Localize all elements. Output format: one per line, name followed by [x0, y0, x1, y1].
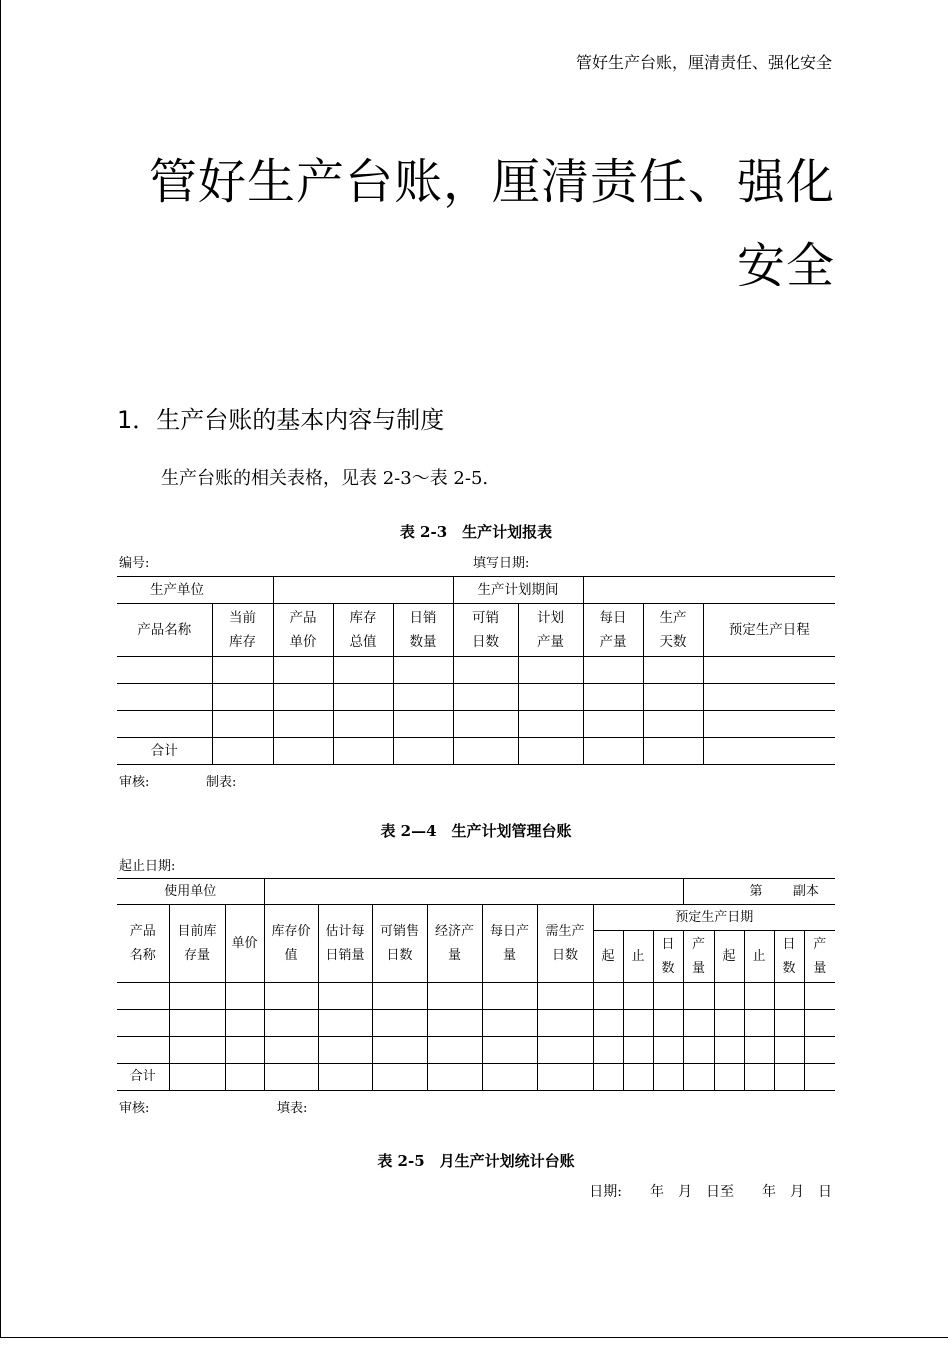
table-cell [623, 1037, 653, 1064]
header-cell-text: 量 [813, 960, 827, 976]
unit-label: 生产单位 [150, 582, 204, 598]
header-cell-text: 日数 [472, 634, 500, 650]
table-cell [372, 1037, 427, 1064]
header-cell [212, 604, 273, 657]
table-cell [653, 983, 683, 1010]
table-cell [643, 738, 703, 765]
header-cell-text: 产品名称 [137, 622, 192, 638]
period-label-cell [453, 577, 583, 604]
header-cell-text: 名称 [129, 947, 156, 963]
header-cell-text: 每日 [599, 610, 627, 626]
table-cell [643, 684, 703, 711]
period-label: 生产计划期间 [477, 582, 559, 598]
header-cell [744, 931, 774, 983]
table-cell [744, 1064, 774, 1091]
header-cell [453, 604, 518, 657]
table-cell [583, 684, 643, 711]
table-cell [117, 684, 212, 711]
table-2-4-filler-label: 填表: [277, 1101, 308, 1116]
header-cell [804, 931, 835, 983]
table-cell [774, 1037, 804, 1064]
header-cell-text: 起 [722, 948, 736, 964]
table-2-3 [117, 576, 835, 765]
table-cell [318, 1037, 372, 1064]
table-cell [774, 983, 804, 1010]
table-cell [482, 1010, 537, 1037]
header-cell [333, 604, 393, 657]
header-cell-text: 量 [692, 960, 706, 976]
header-cell-text: 日数 [552, 947, 579, 963]
header-cell-text: 经济产 [435, 923, 475, 939]
header-cell-text: 存量 [183, 947, 210, 963]
table-2-4-period-label: 起止日期: [119, 859, 176, 874]
table-cell [318, 1010, 372, 1037]
table-row [117, 983, 835, 1010]
header-cell [683, 931, 714, 983]
table-cell [169, 1064, 225, 1091]
table-cell [683, 1037, 714, 1064]
header-cell-text: 库存 [229, 634, 256, 650]
header-cell [427, 905, 482, 983]
header-cell-text: 产 [692, 936, 706, 952]
header-cell-text: 可销售 [380, 923, 420, 939]
header-cell-text: 数 [661, 960, 675, 976]
table-cell [518, 657, 583, 684]
header-cell [273, 604, 333, 657]
header-cell-text: 数量 [409, 634, 437, 650]
table-2-3-review-label: 审核: [119, 775, 150, 790]
table-cell [264, 1064, 318, 1091]
table-cell [653, 1064, 683, 1091]
table-cell [744, 1010, 774, 1037]
header-cell-text: 库存 [349, 610, 377, 626]
table-cell [117, 711, 212, 738]
header-cell-text: 需生产 [545, 923, 585, 939]
header-cell-text: 单价 [231, 935, 258, 951]
running-header: 管好生产台账，厘清责任、强化安全 [575, 53, 832, 72]
header-cell-text: 每日产 [490, 923, 530, 939]
page-title-line-2: 安全 [736, 238, 835, 294]
period-value-cell [583, 577, 835, 604]
header-cell [623, 931, 653, 983]
header-cell [393, 604, 453, 657]
header-cell-text: 产品 [289, 610, 317, 626]
table-cell [264, 1010, 318, 1037]
table-2-3-date-label: 填写日期: [473, 556, 530, 571]
table-cell [804, 1010, 835, 1037]
total-label: 合计 [117, 1064, 169, 1091]
table-cell [117, 983, 169, 1010]
table-cell [273, 738, 333, 765]
table-cell [623, 1010, 653, 1037]
table-row [117, 657, 835, 684]
table-cell [744, 1037, 774, 1064]
header-cell-text: 止 [752, 948, 766, 964]
unit-label-cell [117, 879, 264, 905]
table-cell [703, 684, 835, 711]
table-cell [453, 711, 518, 738]
table-cell [333, 684, 393, 711]
table-cell [714, 1037, 744, 1064]
schedule-header-cell: 预定生产日期 [593, 905, 835, 931]
table-cell [427, 983, 482, 1010]
header-cell [537, 905, 593, 983]
table-cell [593, 1010, 623, 1037]
table-row [117, 711, 835, 738]
header-cell [714, 931, 744, 983]
header-cell-text: 起 [601, 948, 615, 964]
table-2-3-maker-label: 制表: [206, 775, 237, 790]
unit-value-cell [273, 577, 453, 604]
table-cell [333, 657, 393, 684]
table-2-3-number-label: 编号: [119, 556, 150, 571]
table-cell [225, 983, 264, 1010]
header-cell-text: 库存价 [271, 923, 311, 939]
header-cell [774, 931, 804, 983]
table-cell [372, 1010, 427, 1037]
table-cell [169, 1010, 225, 1037]
table-cell [703, 711, 835, 738]
total-label: 合计 [117, 738, 212, 765]
table-cell [393, 738, 453, 765]
header-cell-text: 可销 [472, 610, 500, 626]
table-cell [683, 983, 714, 1010]
table-cell [593, 983, 623, 1010]
table-cell [643, 711, 703, 738]
table-2-3-caption: 表 2-3 生产计划报表 [399, 523, 553, 541]
table-cell [117, 657, 212, 684]
table-cell [453, 684, 518, 711]
table-cell [427, 1010, 482, 1037]
table-cell [117, 1037, 169, 1064]
table-2-4-caption: 表 2—4 生产计划管理台账 [380, 822, 572, 840]
header-cell-text: 目前库 [177, 923, 217, 939]
total-row [117, 1064, 835, 1091]
header-cell-text: 量 [503, 947, 517, 963]
header-cell-text: 日销 [409, 610, 437, 626]
table-cell [804, 1064, 835, 1091]
table-cell [623, 983, 653, 1010]
table-cell [653, 1010, 683, 1037]
table-row [117, 577, 835, 604]
section-heading: 1．生产台账的基本内容与制度 [117, 406, 445, 434]
table-cell [518, 684, 583, 711]
header-cell-text: 日 [661, 936, 675, 952]
table-cell [583, 738, 643, 765]
table-cell [583, 657, 643, 684]
header-cell [703, 604, 835, 657]
table-cell [482, 1037, 537, 1064]
table-cell [264, 1037, 318, 1064]
header-cell-text: 天数 [659, 634, 687, 650]
table-cell [804, 1037, 835, 1064]
header-cell-text: 单价 [289, 634, 317, 650]
header-cell [169, 905, 225, 983]
table-cell [453, 657, 518, 684]
table-row [117, 684, 835, 711]
table-cell [714, 1064, 744, 1091]
table-cell [372, 1064, 427, 1091]
table-cell [593, 1037, 623, 1064]
table-cell [593, 1064, 623, 1091]
table-cell [623, 1064, 653, 1091]
copy-cell [683, 879, 835, 905]
header-cell-text: 日 [782, 936, 796, 952]
table-cell [273, 711, 333, 738]
header-cell [482, 905, 537, 983]
table-cell [482, 983, 537, 1010]
header-cell [117, 905, 169, 983]
copy-label: 副本 [792, 883, 819, 899]
table-cell [804, 983, 835, 1010]
table-cell [273, 657, 333, 684]
header-cell [583, 604, 643, 657]
table-2-4 [117, 878, 835, 1091]
table-cell [225, 1010, 264, 1037]
table-header-row [117, 604, 835, 657]
table-cell [774, 1010, 804, 1037]
header-cell-text: 产量 [537, 634, 565, 650]
header-cell-text: 产品 [129, 923, 156, 939]
table-cell [212, 684, 273, 711]
copy-number-label: 第 [749, 883, 763, 899]
table-cell [212, 738, 273, 765]
table-cell [703, 657, 835, 684]
table-cell [225, 1037, 264, 1064]
table-cell [703, 738, 835, 765]
table-cell [683, 1064, 714, 1091]
header-cell-text: 日销量 [325, 947, 365, 963]
table-cell [318, 983, 372, 1010]
header-cell-text: 日数 [386, 947, 413, 963]
table-cell [537, 1037, 593, 1064]
header-cell-text: 止 [631, 948, 645, 964]
table-cell [225, 1064, 264, 1091]
header-cell-text: 当前 [229, 610, 256, 626]
page-title-line-1: 管好生产台账，厘清责任、强化 [148, 154, 835, 210]
unit-value-cell [264, 879, 683, 905]
header-cell [518, 604, 583, 657]
header-cell [117, 604, 212, 657]
header-cell [643, 604, 703, 657]
page-title [117, 140, 835, 308]
unit-label: 使用单位 [164, 883, 217, 899]
table-cell [117, 1010, 169, 1037]
header-cell [372, 905, 427, 983]
total-row [117, 738, 835, 765]
table-cell [333, 711, 393, 738]
table-cell [714, 1010, 744, 1037]
header-cell-text: 产 [813, 936, 827, 952]
header-cell [225, 905, 264, 983]
table-cell [318, 1064, 372, 1091]
table-cell [537, 983, 593, 1010]
header-cell-text: 数 [782, 960, 796, 976]
table-cell [453, 738, 518, 765]
table-cell [653, 1037, 683, 1064]
header-cell-text: 生产 [659, 610, 687, 626]
header-cell [318, 905, 372, 983]
table-cell [643, 657, 703, 684]
table-2-5-caption: 表 2-5 月生产计划统计台账 [377, 1152, 575, 1170]
table-cell [518, 738, 583, 765]
header-cell-text: 预定生产日程 [728, 622, 810, 638]
table-cell [393, 711, 453, 738]
table-cell [333, 738, 393, 765]
table-cell [482, 1064, 537, 1091]
intro-paragraph: 生产台账的相关表格，见表 2-3～表 2-5. [161, 468, 489, 489]
table-cell [393, 657, 453, 684]
table-cell [427, 1064, 482, 1091]
table-cell [714, 983, 744, 1010]
table-cell [169, 983, 225, 1010]
header-cell-text: 计划 [537, 610, 565, 626]
table-cell [273, 684, 333, 711]
table-cell [537, 1064, 593, 1091]
table-row [117, 879, 835, 905]
table-cell [372, 983, 427, 1010]
header-cell-text: 估计每 [325, 923, 365, 939]
table-2-4-review-label: 审核: [119, 1101, 150, 1116]
header-cell-text: 总值 [349, 634, 377, 650]
header-cell [264, 905, 318, 983]
table-cell [393, 684, 453, 711]
table-row [117, 1010, 835, 1037]
table-cell [264, 983, 318, 1010]
table-cell [212, 711, 273, 738]
unit-label-cell [117, 577, 273, 604]
table-cell [427, 1037, 482, 1064]
header-cell-text: 量 [448, 947, 462, 963]
header-cell-text: 产量 [599, 634, 627, 650]
header-cell [653, 931, 683, 983]
table-2-5-date-line: 日期: 年 月 日至 年 月 日 [589, 1184, 832, 1200]
table-row [117, 1037, 835, 1064]
table-cell [683, 1010, 714, 1037]
header-cell [593, 931, 623, 983]
table-cell [169, 1037, 225, 1064]
table-header-row [117, 905, 835, 931]
table-cell [212, 657, 273, 684]
header-cell-text: 值 [284, 947, 298, 963]
table-cell [744, 983, 774, 1010]
table-cell [518, 711, 583, 738]
table-cell [774, 1064, 804, 1091]
table-cell [583, 711, 643, 738]
table-cell [537, 1010, 593, 1037]
